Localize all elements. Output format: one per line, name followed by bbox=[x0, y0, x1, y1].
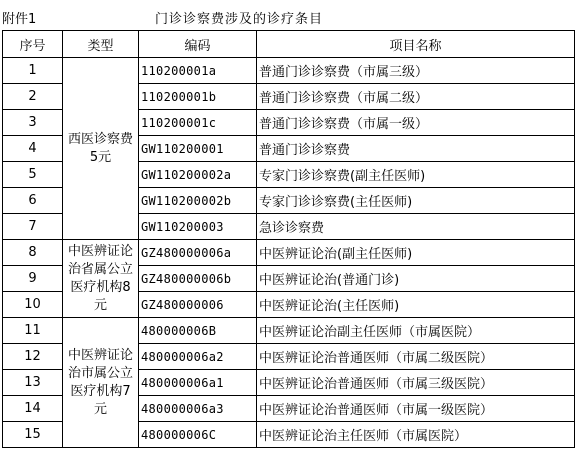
row-index: 12 bbox=[3, 344, 63, 370]
row-index: 2 bbox=[3, 84, 63, 110]
item-code: GW110200003 bbox=[139, 214, 257, 240]
document-title: 门诊诊察费涉及的诊疗条目 bbox=[155, 12, 324, 27]
item-name: 普通门诊诊察费（市属一级） bbox=[257, 110, 575, 136]
table-header-row bbox=[3, 31, 575, 58]
category-type-cell: 西医诊察费5元 bbox=[63, 58, 139, 240]
item-code: GW110200001 bbox=[139, 136, 257, 162]
attachment-label: 附件1 bbox=[2, 12, 37, 27]
item-code: GW110200002a bbox=[139, 162, 257, 188]
table-row bbox=[3, 58, 575, 84]
row-index: 5 bbox=[3, 162, 63, 188]
row-index: 7 bbox=[3, 214, 63, 240]
table-body bbox=[3, 58, 575, 448]
row-index: 1 bbox=[3, 58, 63, 84]
item-name: 普通门诊诊察费 bbox=[257, 136, 575, 162]
item-name: 急诊诊察费 bbox=[257, 214, 575, 240]
item-name: 普通门诊诊察费（市属三级） bbox=[257, 58, 575, 84]
item-name: 中医辨证论治(普通门诊) bbox=[257, 266, 575, 292]
item-code: 110200001b bbox=[139, 84, 257, 110]
row-index: 14 bbox=[3, 396, 63, 422]
item-name: 中医辨证论治普通医师（市属一级医院） bbox=[257, 396, 575, 422]
table-row bbox=[3, 240, 575, 266]
item-name: 中医辨证论治普通医师（市属二级医院） bbox=[257, 344, 575, 370]
table-row bbox=[3, 318, 575, 344]
item-code: 110200001a bbox=[139, 58, 257, 84]
fee-items-table bbox=[2, 30, 575, 448]
item-name: 中医辨证论治普通医师（市属三级医院） bbox=[257, 370, 575, 396]
title-row bbox=[0, 0, 578, 30]
item-name: 中医辨证论治(副主任医师) bbox=[257, 240, 575, 266]
row-index: 3 bbox=[3, 110, 63, 136]
item-name: 专家门诊诊察费(副主任医师) bbox=[257, 162, 575, 188]
item-name: 专家门诊诊察费(主任医师) bbox=[257, 188, 575, 214]
item-name: 中医辨证论治(主任医师) bbox=[257, 292, 575, 318]
row-index: 4 bbox=[3, 136, 63, 162]
category-type-cell: 中医辨证论治市属公立医疗机构7元 bbox=[63, 318, 139, 448]
item-code: GZ480000006 bbox=[139, 292, 257, 318]
row-index: 10 bbox=[3, 292, 63, 318]
header-index: 序号 bbox=[3, 31, 63, 58]
row-index: 11 bbox=[3, 318, 63, 344]
item-name: 中医辨证论治主任医师（市属医院） bbox=[257, 422, 575, 448]
row-index: 8 bbox=[3, 240, 63, 266]
category-type-cell: 中医辨证论治省属公立医疗机构8元 bbox=[63, 240, 139, 318]
item-code: 480000006a2 bbox=[139, 344, 257, 370]
item-code: 110200001c bbox=[139, 110, 257, 136]
item-code: GZ480000006b bbox=[139, 266, 257, 292]
row-index: 13 bbox=[3, 370, 63, 396]
header-code: 编码 bbox=[139, 31, 257, 58]
item-code: 480000006a1 bbox=[139, 370, 257, 396]
item-code: 480000006C bbox=[139, 422, 257, 448]
header-item-name: 项目名称 bbox=[257, 31, 575, 58]
row-index: 15 bbox=[3, 422, 63, 448]
item-name: 中医辨证论治副主任医师（市属医院） bbox=[257, 318, 575, 344]
row-index: 6 bbox=[3, 188, 63, 214]
item-code: GZ480000006a bbox=[139, 240, 257, 266]
header-type: 类型 bbox=[63, 31, 139, 58]
item-code: GW110200002b bbox=[139, 188, 257, 214]
item-code: 480000006B bbox=[139, 318, 257, 344]
item-name: 普通门诊诊察费（市属二级） bbox=[257, 84, 575, 110]
item-code: 480000006a3 bbox=[139, 396, 257, 422]
row-index: 9 bbox=[3, 266, 63, 292]
